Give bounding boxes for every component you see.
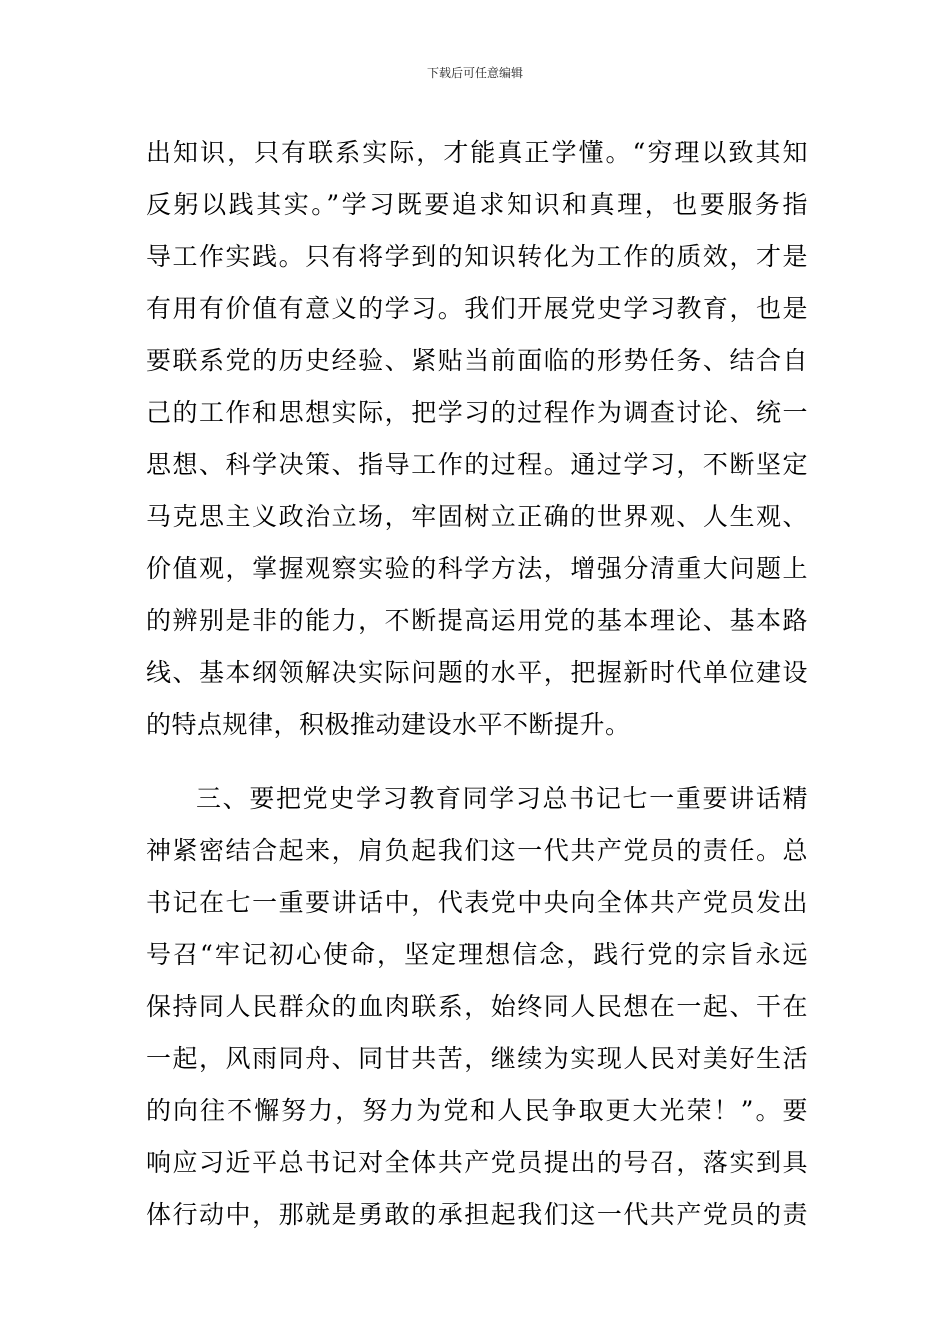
text-line: 线、基本纲领解决实际问题的水平，把握新时代单位建设 xyxy=(146,658,808,687)
text-line: 有用有价值有意义的学习。我们开展党史学习教育，也是 xyxy=(146,294,808,323)
text-line: 书记在七一重要讲话中，代表党中央向全体共产党员发出 xyxy=(146,888,808,917)
text-line: 思想、科学决策、指导工作的过程。通过学习，不断坚定 xyxy=(146,450,808,479)
header-note: 下载后可任意编辑 xyxy=(426,66,523,80)
paragraph-continued xyxy=(146,127,808,751)
text-line: 反躬以践其实。”学习既要追求知识和真理，也要服务指 xyxy=(146,190,808,219)
text-line: 马克思主义政治立场，牢固树立正确的世界观、人生观、 xyxy=(146,502,808,531)
text-line: 导工作实践。只有将学到的知识转化为工作的质效，才是 xyxy=(146,242,808,271)
text-line: 保持同人民群众的血肉联系，始终同人民想在一起、干在 xyxy=(146,992,808,1021)
text-line: 的向往不懈努力，努力为党和人民争取更大光荣！”。要 xyxy=(146,1096,808,1125)
text-line: 号召“牢记初心使命，坚定理想信念，践行党的宗旨永远 xyxy=(146,940,808,969)
text-line: 价值观，掌握观察实验的科学方法，增强分清重大问题上 xyxy=(146,554,808,583)
text-line: 要联系党的历史经验、紧贴当前面临的形势任务、结合自 xyxy=(146,346,808,375)
text-line: 己的工作和思想实际，把学习的过程作为调查讨论、统一 xyxy=(146,398,808,427)
text-line: 的辨别是非的能力，不断提高运用党的基本理论、基本路 xyxy=(146,606,808,635)
paragraph-section-three xyxy=(146,773,808,1241)
text-line: 神紧密结合起来，肩负起我们这一代共产党员的责任。总 xyxy=(146,836,808,865)
text-line: 一起，风雨同舟、同甘共苦，继续为实现人民对美好生活 xyxy=(146,1044,808,1073)
text-line: 体行动中，那就是勇敢的承担起我们这一代共产党员的责 xyxy=(146,1200,808,1229)
text-line: 的特点规律，积极推动建设水平不断提升。 xyxy=(146,710,631,739)
text-line: 出知识，只有联系实际，才能真正学懂。“穷理以致其知 xyxy=(146,138,808,167)
text-line: 响应习近平总书记对全体共产党员提出的号召，落实到具 xyxy=(146,1148,808,1177)
text-line-first: 三、要把党史学习教育同学习总书记七一重要讲话精 xyxy=(196,784,808,813)
